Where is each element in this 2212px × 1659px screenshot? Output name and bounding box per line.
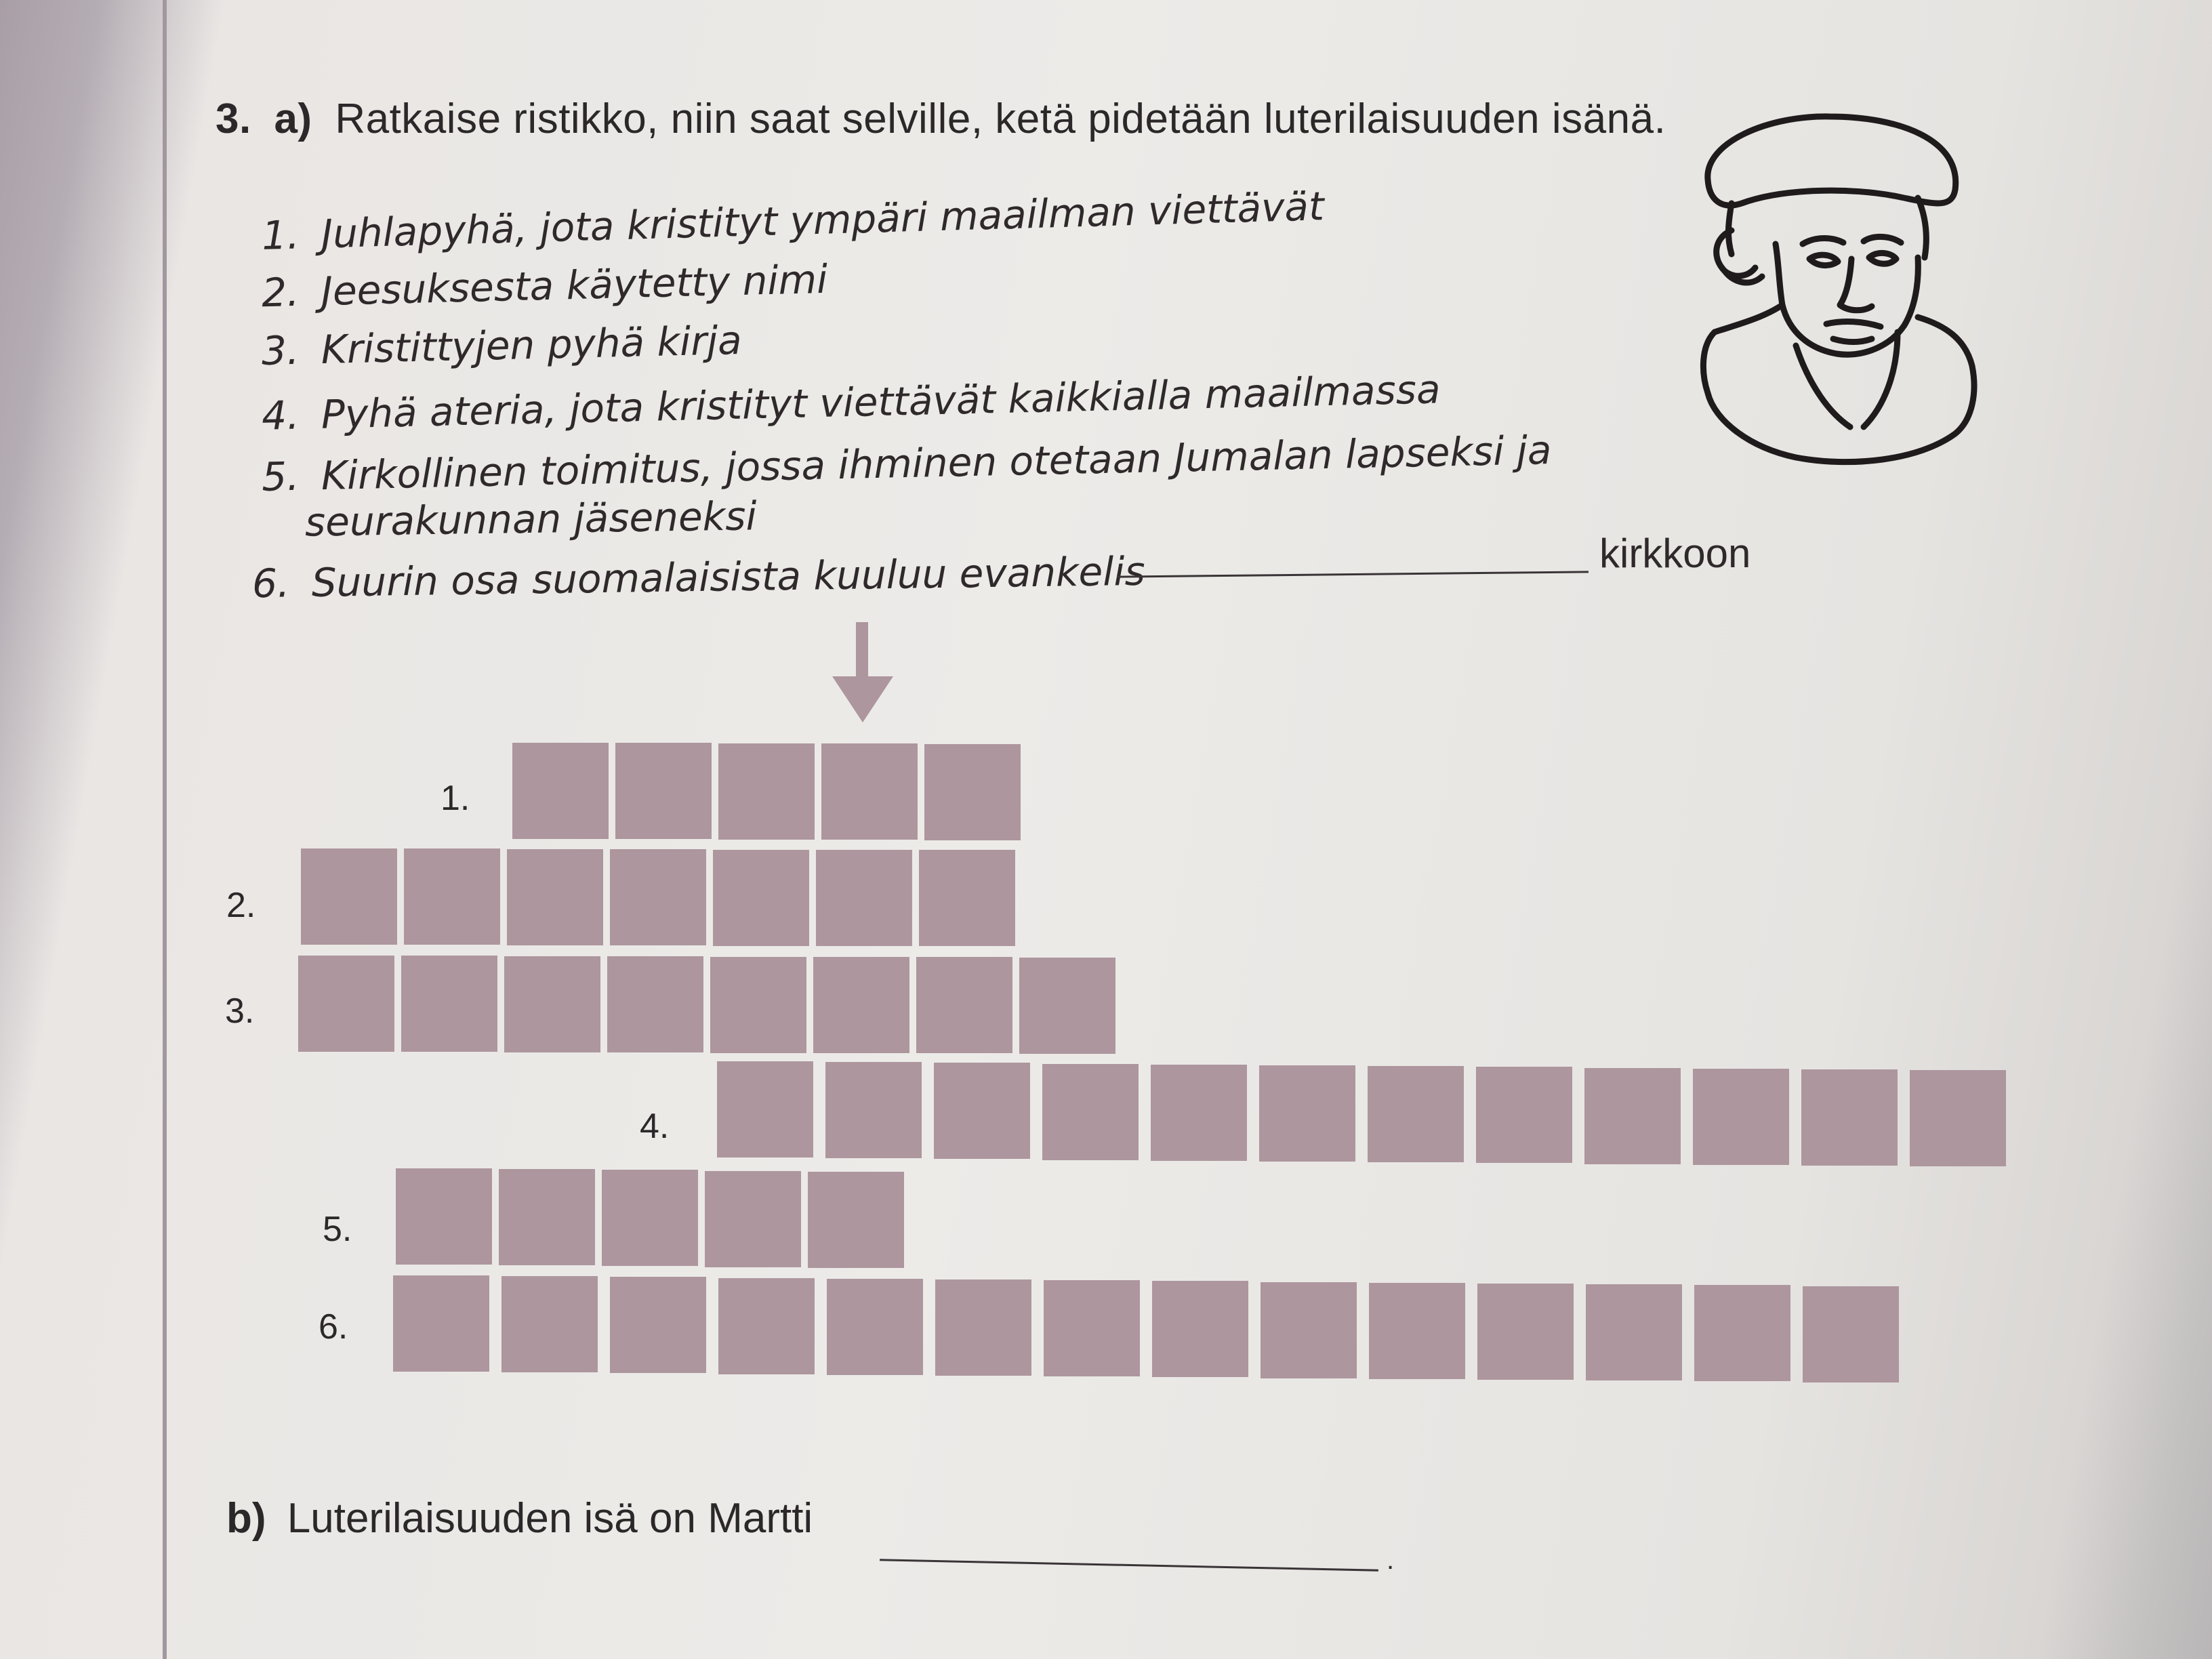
crossword-cell-row4-1[interactable] [717,1061,813,1158]
clue-text: Juhlapyhä, jota kristityt ympäri maailman viettävät [321,183,1325,258]
clue-text: Suurin osa suomalaisista kuuluu evankelis [311,548,1146,606]
crossword-cell-row2-4[interactable] [610,849,706,945]
crossword-cell-row4-4[interactable] [1042,1064,1139,1160]
clue-number: 3. [261,327,300,375]
crossword-cell-row6-5[interactable] [827,1279,923,1375]
crossword-cell-row6-7[interactable] [1044,1280,1140,1376]
crossword-cell-row5-3[interactable] [602,1170,698,1266]
exercise-instruction: Ratkaise ristikko, niin saat selville, ketä pidetään luterilaisuuden isänä. [335,96,1666,142]
clue-number: 4. [261,392,300,439]
clue-4 [261,366,1441,438]
clue-6-blank-line[interactable] [1117,571,1589,577]
crossword-cell-row1-5[interactable] [924,744,1021,840]
crossword-cell-row1-3[interactable] [718,743,815,840]
crossword-cell-row6-9[interactable] [1261,1282,1357,1378]
crossword-cell-row3-1[interactable] [298,956,394,1052]
crossword-cell-row6-3[interactable] [610,1277,706,1373]
row-label-1: 1. [441,779,470,818]
crossword-cell-row2-2[interactable] [404,848,500,945]
clue-text: Pyhä ateria, jota kristityt viettävät kaikkialla maailmassa [321,366,1441,438]
clue-text: Kristittyjen pyhä kirja [321,316,743,373]
crossword-cell-row4-10[interactable] [1693,1069,1789,1165]
clue-5 [261,427,1552,500]
part-b-text: Luterilaisuuden isä on Martti [287,1495,813,1542]
crossword-cell-row2-7[interactable] [919,850,1015,946]
row-label-2: 2. [226,886,256,925]
crossword-cell-row1-1[interactable] [512,743,609,839]
clue-1 [261,183,1324,259]
crossword-cell-row4-9[interactable] [1584,1068,1681,1164]
crossword-cell-row2-5[interactable] [713,850,809,946]
clue-text: Jeesuksesta käytetty nimi [321,255,828,315]
clue-number: 5. [261,453,300,500]
row-label-5: 5. [323,1210,352,1249]
clue-2 [261,256,828,316]
crossword-cell-row6-4[interactable] [718,1278,815,1374]
crossword-cell-row3-5[interactable] [710,957,806,1053]
clue-number: 1. [261,211,300,259]
part-b-line [226,1494,813,1542]
crossword-cell-row6-1[interactable] [393,1275,489,1372]
crossword-cell-row4-11[interactable] [1801,1069,1898,1166]
crossword-cell-row3-6[interactable] [813,957,909,1053]
crossword-cell-row2-1[interactable] [301,848,397,945]
crossword-cell-row6-14[interactable] [1803,1286,1899,1382]
crossword-cell-row3-7[interactable] [916,957,1012,1053]
row-label-6: 6. [319,1307,348,1347]
clue-6-suffix: kirkkoon [1599,531,1751,576]
crossword-cell-row3-2[interactable] [401,956,497,1052]
crossword-cell-row6-11[interactable] [1477,1284,1574,1380]
exercise-heading [216,95,1666,143]
crossword-cell-row6-8[interactable] [1152,1281,1248,1377]
clue-number: 2. [261,268,300,316]
crossword-cell-row2-3[interactable] [507,849,603,945]
part-b-answer-line[interactable] [880,1559,1378,1571]
crossword-cell-row5-1[interactable] [396,1168,492,1265]
crossword-cell-row6-12[interactable] [1586,1284,1682,1380]
exercise-number: 3. [216,96,251,142]
row-label-3: 3. [225,991,255,1031]
crossword-cell-row4-2[interactable] [825,1062,922,1158]
crossword-cell-row4-12[interactable] [1910,1070,2006,1166]
crossword-cell-row6-10[interactable] [1369,1283,1465,1379]
crossword-cell-row5-5[interactable] [808,1172,904,1268]
crossword-cell-row3-3[interactable] [504,956,600,1052]
crossword-cell-row3-8[interactable] [1019,958,1115,1054]
crossword-cell-row4-6[interactable] [1259,1065,1355,1162]
part-b-end-mark: . [1387,1545,1395,1575]
crossword-cell-row3-4[interactable] [607,956,703,1052]
part-b-label: b) [226,1495,266,1542]
crossword-cell-row6-6[interactable] [935,1279,1031,1376]
page-edge [163,0,167,1659]
crossword-cell-row1-4[interactable] [821,743,918,840]
clue-5-continuation: seurakunnan jäseneksi [304,493,758,546]
crossword-cell-row5-4[interactable] [705,1171,801,1267]
crossword-cell-row4-5[interactable] [1151,1065,1247,1161]
crossword-cell-row4-3[interactable] [934,1063,1030,1159]
crossword-cell-row4-8[interactable] [1476,1067,1572,1163]
clue-3 [261,317,742,374]
clue-number: 6. [251,560,290,607]
martin-luther-portrait-icon [1694,102,1979,468]
clue-text: Kirkollinen toimitus, jossa ihminen otetaan Jumalan lapseksi ja [321,427,1553,499]
part-a-label: a) [274,96,312,142]
clue-6 [252,548,1146,607]
crossword-cell-row4-7[interactable] [1368,1066,1464,1162]
down-arrow-icon [825,622,900,724]
crossword-cell-row6-2[interactable] [501,1276,598,1372]
crossword-cell-row1-2[interactable] [615,743,712,839]
crossword-cell-row6-13[interactable] [1694,1285,1790,1381]
row-label-4: 4. [640,1107,670,1146]
crossword-cell-row2-6[interactable] [816,850,912,946]
crossword-cell-row5-2[interactable] [499,1169,595,1265]
